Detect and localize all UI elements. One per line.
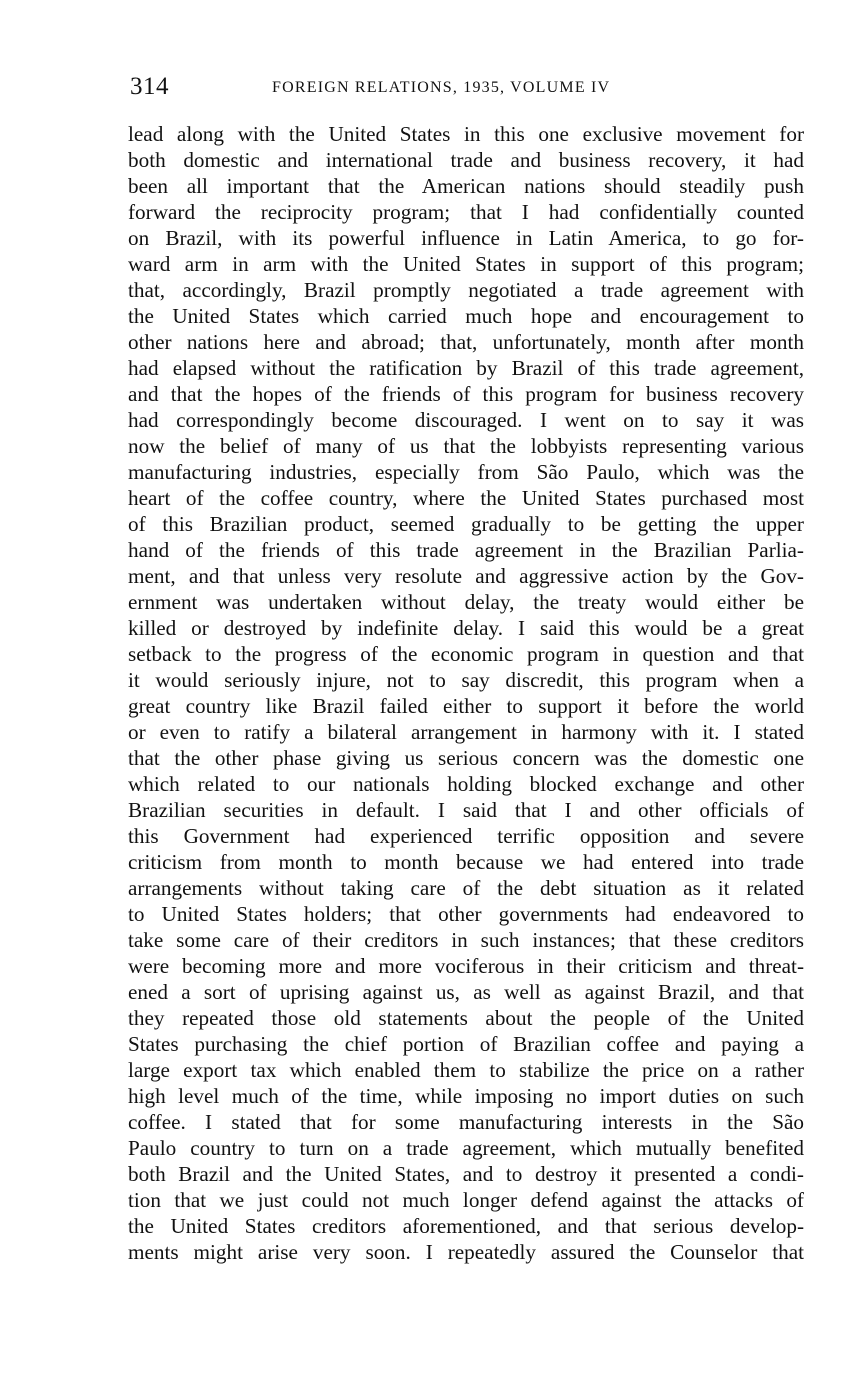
text-line: tion that we just could not much longer defend against the attacks of — [128, 1188, 804, 1212]
text-line: Paulo country to turn on a trade agreement, which mutually benefited — [128, 1136, 804, 1160]
text-line: had correspondingly become discouraged. I went on to say it was — [128, 408, 804, 432]
text-line: it would seriously injure, not to say discredit, this program when a — [128, 668, 804, 692]
text-line: high level much of the time, while imposing no import duties on such — [128, 1084, 804, 1108]
text-line: the United States creditors aforementioned, and that serious develop- — [128, 1214, 804, 1238]
text-line: ernment was undertaken without delay, the treaty would either be — [128, 590, 804, 614]
text-line: on Brazil, with its powerful influence in Latin America, to go for- — [128, 226, 804, 250]
text-line: to United States holders; that other governments had endeavored to — [128, 902, 804, 926]
text-line: arrangements without taking care of the debt situation as it related — [128, 876, 804, 900]
text-line: ened a sort of uprising against us, as well as against Brazil, and that — [128, 980, 804, 1004]
text-line: large export tax which enabled them to stabilize the price on a rather — [128, 1058, 804, 1082]
text-line: States purchasing the chief portion of Brazilian coffee and paying a — [128, 1032, 804, 1056]
running-head — [130, 72, 800, 102]
text-line: and that the hopes of the friends of this program for business recovery — [128, 382, 804, 406]
text-line: this Government had experienced terrific opposition and severe — [128, 824, 804, 848]
body-paragraph — [128, 121, 804, 1265]
text-line: forward the reciprocity program; that I had confidentially counted — [128, 200, 804, 224]
text-line: Brazilian securities in default. I said that I and other officials of — [128, 798, 804, 822]
text-line: been all important that the American nations should steadily push — [128, 174, 804, 198]
text-line: which related to our nationals holding blocked exchange and other — [128, 772, 804, 796]
text-line: ment, and that unless very resolute and aggressive action by the Gov- — [128, 564, 804, 588]
running-title: FOREIGN RELATIONS, 1935, VOLUME IV — [272, 79, 611, 96]
text-line: both domestic and international trade and business recovery, it had — [128, 148, 804, 172]
text-line: ments might arise very soon. I repeatedly assured the Counselor that — [128, 1240, 804, 1264]
text-line: they repeated those old statements about the people of the United — [128, 1006, 804, 1030]
text-line: criticism from month to month because we had entered into trade — [128, 850, 804, 874]
text-line: manufacturing industries, especially from São Paulo, which was the — [128, 460, 804, 484]
text-line: or even to ratify a bilateral arrangement in harmony with it. I stated — [128, 720, 804, 744]
text-line: heart of the coffee country, where the United States purchased most — [128, 486, 804, 510]
text-line: of this Brazilian product, seemed gradually to be getting the upper — [128, 512, 804, 536]
text-line: that, accordingly, Brazil promptly negotiated a trade agreement with — [128, 278, 804, 302]
text-line: take some care of their creditors in such instances; that these creditors — [128, 928, 804, 952]
text-line: were becoming more and more vociferous in their criticism and threat- — [128, 954, 804, 978]
text-line: coffee. I stated that for some manufacturing interests in the São — [128, 1110, 804, 1134]
text-line: other nations here and abroad; that, unfortunately, month after month — [128, 330, 804, 354]
text-line: hand of the friends of this trade agreement in the Brazilian Parlia- — [128, 538, 804, 562]
text-line: the United States which carried much hope and encouragement to — [128, 304, 804, 328]
text-line: both Brazil and the United States, and to destroy it presented a condi- — [128, 1162, 804, 1186]
text-line: now the belief of many of us that the lobbyists representing various — [128, 434, 804, 458]
text-line: had elapsed without the ratification by Brazil of this trade agreement, — [128, 356, 804, 380]
text-line: lead along with the United States in this one exclusive movement for — [128, 122, 804, 146]
text-line: great country like Brazil failed either to support it before the world — [128, 694, 804, 718]
text-line: ward arm in arm with the United States in support of this program; — [128, 252, 804, 276]
text-line: that the other phase giving us serious concern was the domestic one — [128, 746, 804, 770]
text-line: setback to the progress of the economic program in question and that — [128, 642, 804, 666]
page-number: 314 — [130, 73, 169, 100]
text-line: killed or destroyed by indefinite delay. I said this would be a great — [128, 616, 804, 640]
